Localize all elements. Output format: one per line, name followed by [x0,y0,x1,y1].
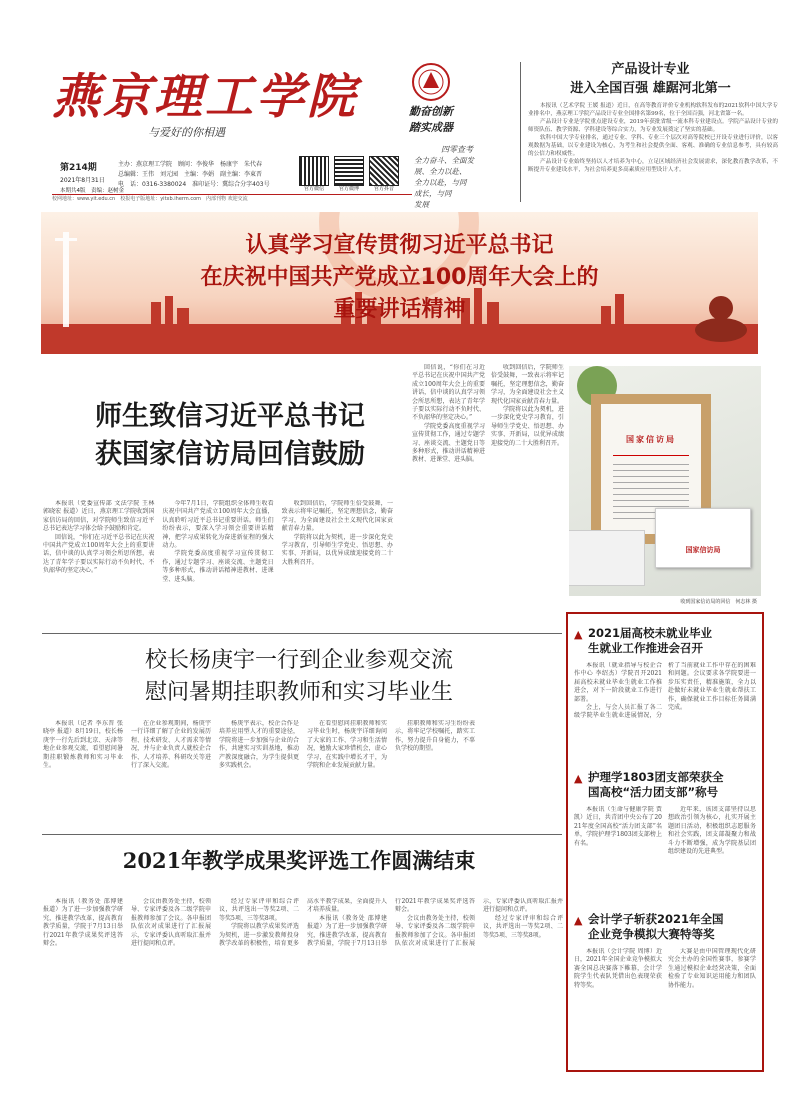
sidebar-item: ▲ 2021届高校未就业毕业 生就业工作推进会召开 本报讯（就业指导与校企合作中心 李绍杰）学院召开2021届高校未就业毕业生就业工作推进会，对下一阶段就业工作进行部署。 会上，与会人员汇报了各二级学院毕业生就业进展情况，分析了当前就业工作中存在的困难和问题。会议要求各学院要进一步压实责任，精准施策，全力以赴做好未就业毕业生就业帮扶工作，确保就业工作目标任务圆满完成。 [574,626,756,720]
sidebar-item: ▲ 护理学1803团支部荣获全 国高校“活力团支部”称号 本报讯（生命与健康学院 贾凯）近日，共青团中央公布了2021年度全国高校“活力团支部”名单，学院护理学1803团支部榜上有名。 近年来，该团支部坚持以思想政治引领为核心，扎实开展主题团日活动，积极组织志愿服务和社会实践，团支部凝聚力和战斗力不断增强，成为学院基层团组织建设的先进典型。 [574,770,756,856]
issue-info: 第214期 2021年8月31日 本期共4版 责编：赵树金 [60,163,125,194]
lead-body-continued: 回信说，“你们在习近平总书记在庆祝中国共产党成立100周年大会上的重要讲话，信中谈的认真学习领会所思所想，表达了青年学子要以实际行动不负时代、不负韶华的坚定决心。” 学院党委高度重视学习宣传贯彻工作，通过专题学习、座谈交流、主题党日等多种形式，推动讲话精神进教材、进课堂、进头脑。 收到回信后，学院师生倍受鼓舞，一致表示将牢记嘱托，坚定理想信念，勤奋学习，为全面建设社会主义现代化国家贡献青春力量。 学院将以此为契机，进一步深化党史学习教育，引导师生学党史、悟思想、办实事、开新局，以优异成绩迎接党的二十大胜利召开。 [412,364,564,464]
sidebar-item: ▲ 会计学子斩获2021年全国 企业竞争模拟大赛特等奖 本报讯（会计学院 周博）近日，2021年全国企业竞争模拟大赛全国总决赛落下帷幕，会计学院学生代表队凭借出色表现荣获特等奖。 大赛是由中国管理现代化研究会主办的全国性赛事，参赛学生通过模拟企业经营决策，全面检验了专业知识运用能力和团队协作能力。 [574,912,756,989]
qr-icon [370,157,398,185]
teaching-body: 本报讯（教务处 邵博建 报道）为了进一步加强教学研究，推进教学改革，提高教育教学质量，学院于7月13日举行2021年教学成果奖评选答辩会。 会议由教务处主持，校领导、专家评委及各二级学院申报教师参加了会议。各申报团队依次对成果进行了汇报展示，专家评委认真听取汇报并进行提问和点评。 经过专家评审和综合评议，共评选出一等奖2项、二等奖5项、三等奖8项。 学院将以教学成果奖评选为契机，进一步激发教师投身教学改革的积极性，培育更多高水平教学成果，全面提升人才培养质量。 本报讯（教务处 邵博建 报道）为了进一步加强教学研究，推进教学改革，提高教育教学质量，学院于7月13日举行2021年教学成果奖评选答辩会。 会议由教务处主持，校领导、专家评委及各二级学院申报教师参加了会议。各申报团队依次对成果进行了汇报展示，专家评委认真听取汇报并进行提问和点评。 经过专家评审和综合评议，共评选出一等奖2项、二等奖5项、三等奖8项。 [43,898,563,948]
school-spirit: 四零查考 全力奋斗、全面发 展、全力以赴、 全力以赴，与同 成长，与同 发展 [414,145,474,209]
newspaper-title: 燕京理工学院 [52,69,359,125]
tagline: 与爱好的你相遇 [148,126,225,139]
top-right-body: 本报讯（艺术学院 王媛 报道）近日，在高等教育评价专业机构软科发布的2021软科中国大学专业排名中，燕京理工学院产品设计专业全国排名第99名，位于全国百强，河北省第一名。 产品设计专业是学院重点建设专业，2019年获批省级一流本科专业建设点。学院产品设计专业的师资队伍、教学资源、学科建设等综合实力，为专业发展奠定了坚实的基础。 软科中国大学专业排名，通过专业、学科、专业三个层次对高等院校已开设专业进行评价，以客观数据为基础，以专业建设为核心，为考生和社会提供全面、客观、准确的专业信息参考，具有较高的公信力和权威性。 产品设计专业始终坚持以人才培养为中心，立足区域经济社会发展需求，深化教育教学改革，不断提升专业建设水平，为社会培养更多高素质应用型设计人才。 [528,103,778,173]
lead-headline: 师生致信习近平总书记 获国家信访局回信鼓励 [95,401,365,470]
qr-codes [299,157,399,193]
triangle-marker-icon: ▲ [574,772,583,785]
top-right-headline: 产品设计专业 进入全国百强 雄踞河北第一 [570,62,731,96]
envelope: 国家信访局 [655,508,751,568]
school-emblem-icon [411,62,451,102]
credits: 主办：燕京理工学院 顾问：李俊华 杨康宇 朱代春 总编辑：王伟 刘元园 主编：李娟 副主编：李東晋 电 话：0316-3380024 准印证号：冀综合分字403号 [118,161,270,188]
qr-code[interactable]: 官方微信 [299,157,329,193]
banner-headline: 认真学习宣传贯彻习近平总书记 在庆祝中国共产党成立100周年大会上的 重要讲话精神 [200,233,599,322]
qr-code[interactable]: 官方抖音 [369,157,399,193]
visit-headline: 校长杨庚宇一行到企业参观交流 慰问暑期挂职教师和实习毕业生 [144,648,453,705]
qr-code[interactable]: 官方微博 [334,157,364,193]
section-divider [42,633,562,634]
banner [41,212,758,354]
teaching-headline: 2021年教学成果奖评选工作圆满结束 [122,848,476,873]
photo-caption: 收到国家信访局的回信 何志林 摄 [569,596,761,608]
school-motto: 勤奋创新 踏实成器 [409,105,453,134]
visit-body: 本报讯（记者 李东晋 张晓亭 报道）8月19日，校长杨庚宇一行先后到北京、天津等地企业参观交流，看望慰问暑期挂职锻炼教师和实习毕业生。 在企业参观期间，杨庚宇一行详细了解了企业的发展历程、技术研发、人才需求等情况，并与企业负责人就校企合作、人才培养、科研攻关等进行了深入交流。 杨庚宇表示，校企合作是培养应用型人才的重要途径，学院将进一步加强与企业的合作，共建实习实训基地，推动产教深度融合，为学生提供更多实践机会。 在看望慰问挂职教师和实习毕业生时，杨庚宇详细询问了大家的工作、学习和生活情况，勉励大家珍惜机会，虚心学习，在实践中增长才干，为学院和企业发展贡献力量。 挂职教师和实习生纷纷表示，将牢记学校嘱托，踏实工作，努力提升自身能力，不辜负学校的期望。 [43,720,475,770]
column-divider [520,62,521,202]
envelope-back [569,530,645,586]
section-divider [42,834,562,835]
triangle-marker-icon: ▲ [574,914,583,927]
lead-body: 本报讯（党委宣传部 文法学院 王林 郭晓宏 报道）近日，燕京理工学院收到国家信访局的回信，对学院师生致信习近平总书记表达学习体会给予鼓励和肯定。 回信说，“你们在习近平总书记在庆祝中国共产党成立100周年大会上的重要讲话，信中谈的认真学习领会所思所想，表达了青年学子要以实际行动不负时代、不负韶华的坚定决心。” 今年7月1日，学院组织全体师生收看庆祝中国共产党成立100周年大会直播，认真聆听习近平总书记重要讲话。师生们纷纷表示，要深入学习领会重要讲话精神，把学习成果转化为奋进新征程的强大动力。 学院党委高度重视学习宣传贯彻工作，通过专题学习、座谈交流、主题党日等多种形式，推动讲话精神进教材、进课堂、进头脑。 收到回信后，学院师生倍受鼓舞，一致表示将牢记嘱托，坚定理想信念，勤奋学习，为全面建设社会主义现代化国家贡献青春力量。 学院将以此为契机，进一步深化党史学习教育，引导师生学党史、悟思想、办实事、开新局，以优异成绩迎接党的二十大胜利召开。 [43,500,393,583]
photo-frame: 国家信访局 [591,394,711,544]
letter-photo [569,366,761,608]
qr-icon [335,157,363,185]
site-line: 校网地址：www.yit.edu.cn 校报电子版地址：yitxb.iherm.com 内部刊物 欢迎交流 [52,194,412,203]
qr-icon [300,157,328,185]
triangle-marker-icon: ▲ [574,628,583,641]
